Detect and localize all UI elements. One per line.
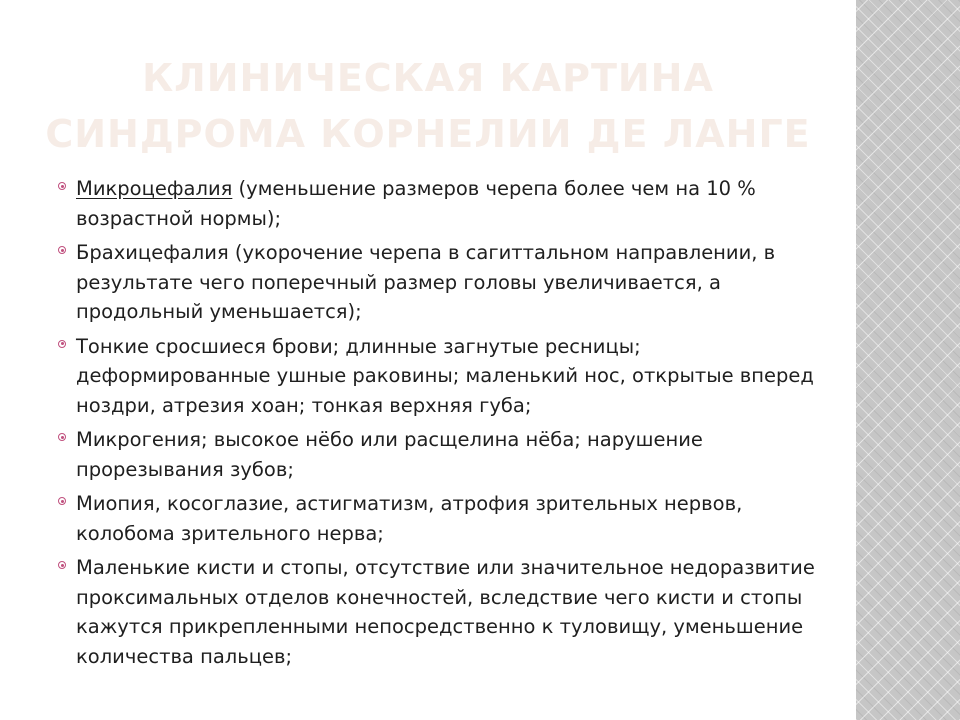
bullet-list (58, 174, 838, 676)
list-item-text: Маленькие кисти и стопы, отсутствие или значительное недоразвитие проксимальных отделов конечностей, вследствие чего кисти и стопы кажутся прикрепленными непосредственно к туловищу, уменьшение количества пальцев; (76, 556, 815, 668)
circle-dot-bullet-icon (58, 561, 66, 569)
list-item-text: Брахицефалия (укорочение черепа в сагиттальном направлении, в результате чего поперечный размер головы увеличивается, а продольный уменьшается); (76, 241, 776, 323)
circle-dot-bullet-icon (58, 497, 66, 505)
list-item-text: Тонкие сросшиеся брови; длинные загнутые ресницы; деформированные ушные раковины; маленький нос, открытые вперед ноздри, атрезия хоан; тонкая верхняя губа; (76, 334, 814, 417)
circle-dot-bullet-icon (58, 340, 66, 348)
list-item-vision (58, 489, 838, 548)
list-item-facial-features (58, 332, 838, 421)
term-link-microcephaly[interactable]: Микроцефалия (76, 177, 233, 200)
list-item-limbs (58, 553, 838, 671)
list-item-text: Миопия, косоглазие, астигматизм, атрофия зрительных нервов, колобома зрительного нерва; (76, 492, 743, 545)
circle-dot-bullet-icon (58, 246, 66, 254)
list-item-micrognathia (58, 425, 838, 484)
circle-dot-bullet-icon (58, 433, 66, 441)
list-item-text: Микрогения; высокое нёбо или расщелина нёба; нарушение прорезывания зубов; (76, 428, 703, 481)
slide-title-line-2: СИНДРОМА КОРНЕЛИИ ДЕ ЛАНГЕ (45, 112, 811, 156)
slide-title (40, 50, 816, 162)
circle-dot-bullet-icon (58, 182, 66, 190)
list-item-text: (уменьшение размеров черепа более чем на 10 % возрастной нормы); (76, 177, 756, 230)
slide-title-line-1: КЛИНИЧЕСКАЯ КАРТИНА (142, 56, 714, 100)
list-item-brachycephaly (58, 238, 838, 327)
list-item-microcephaly (58, 174, 838, 233)
decorative-side-panel (856, 0, 960, 720)
